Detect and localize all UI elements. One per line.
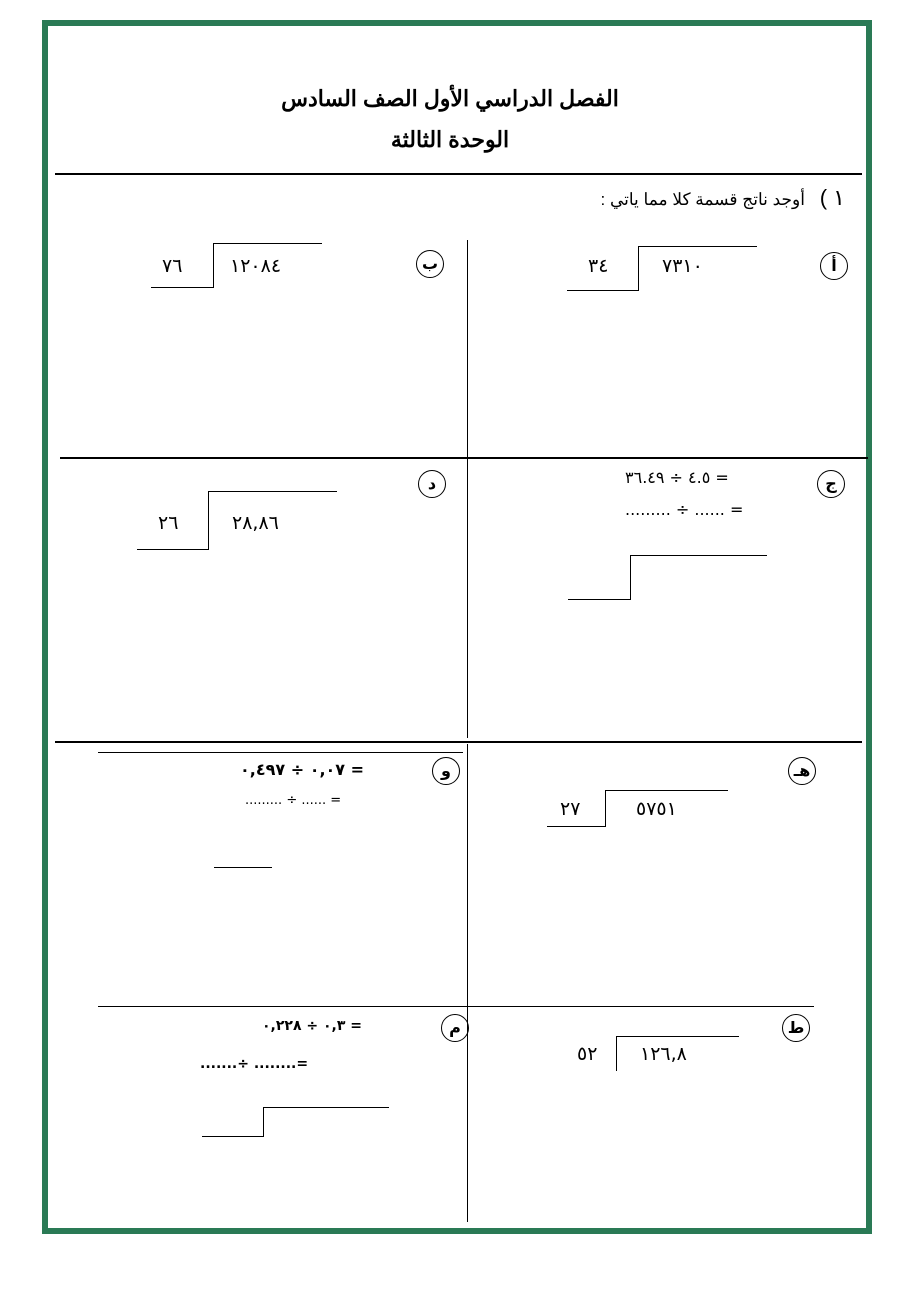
blank-equation-c: = ...... ÷ ......... [625, 500, 744, 519]
problem-label-b: ب [416, 250, 444, 278]
dividend-d: ٢٨,٨٦ [232, 512, 279, 534]
dividend-a: ٧٣١٠ [662, 255, 703, 277]
divisor-d: ٢٦ [158, 512, 179, 534]
equation-f: = ٠,٠٧ ÷ ٠,٤٩٧ [240, 760, 365, 779]
row-divider-2 [55, 741, 862, 743]
problem-label-c: ج [817, 470, 845, 498]
column-divider-bottom [467, 744, 468, 1222]
division-baseline-a [567, 290, 639, 291]
worksheet-title: الفصل الدراسي الأول الصف السادس [281, 86, 619, 111]
division-baseline-h [202, 1136, 264, 1137]
blank-equation-h: =........ ÷....... [200, 1056, 309, 1072]
problem-label-h: م [441, 1014, 469, 1042]
question-number: ١ ) [819, 185, 845, 210]
dividend-e: ٥٧٥١ [636, 798, 677, 820]
instruction-text: أوجد ناتج قسمة كلا مما ياتي : [600, 190, 805, 209]
problem-label-e: هـ [788, 757, 816, 785]
divisor-a: ٣٤ [588, 255, 609, 277]
equation-h: = ٠,٣ ÷ ٠,٢٢٨ [262, 1018, 363, 1034]
division-baseline-b [151, 287, 214, 288]
column-divider-top [467, 240, 468, 738]
row-divider-1 [60, 457, 868, 459]
division-baseline-d [137, 549, 209, 550]
problem-label-a: أ [820, 252, 848, 280]
divisor-g: ٥٢ [577, 1043, 598, 1065]
row-divider-3 [98, 1006, 814, 1007]
problem-label-f: و [432, 757, 460, 785]
divisor-e: ٢٧ [560, 798, 581, 820]
division-baseline-e [547, 826, 606, 827]
problem-label-d: د [418, 470, 446, 498]
division-bracket-h [263, 1107, 389, 1137]
dividend-g: ١٢٦,٨ [640, 1043, 687, 1065]
division-baseline-c [568, 599, 631, 600]
equation-c: = ٤.٥ ÷ ٣٦.٤٩ [625, 468, 729, 487]
division-bracket-c [630, 555, 767, 600]
row-divider-2b [98, 752, 463, 753]
header-divider [55, 173, 862, 175]
blank-equation-f: = ...... ÷ ......... [245, 793, 342, 808]
divisor-b: ٧٦ [162, 255, 183, 277]
instruction [601, 185, 845, 211]
dividend-b: ١٢٠٨٤ [230, 255, 282, 277]
unit-title: الوحدة الثالثة [390, 127, 510, 152]
problem-label-g: ط [782, 1014, 810, 1042]
answer-line-f [214, 867, 272, 868]
